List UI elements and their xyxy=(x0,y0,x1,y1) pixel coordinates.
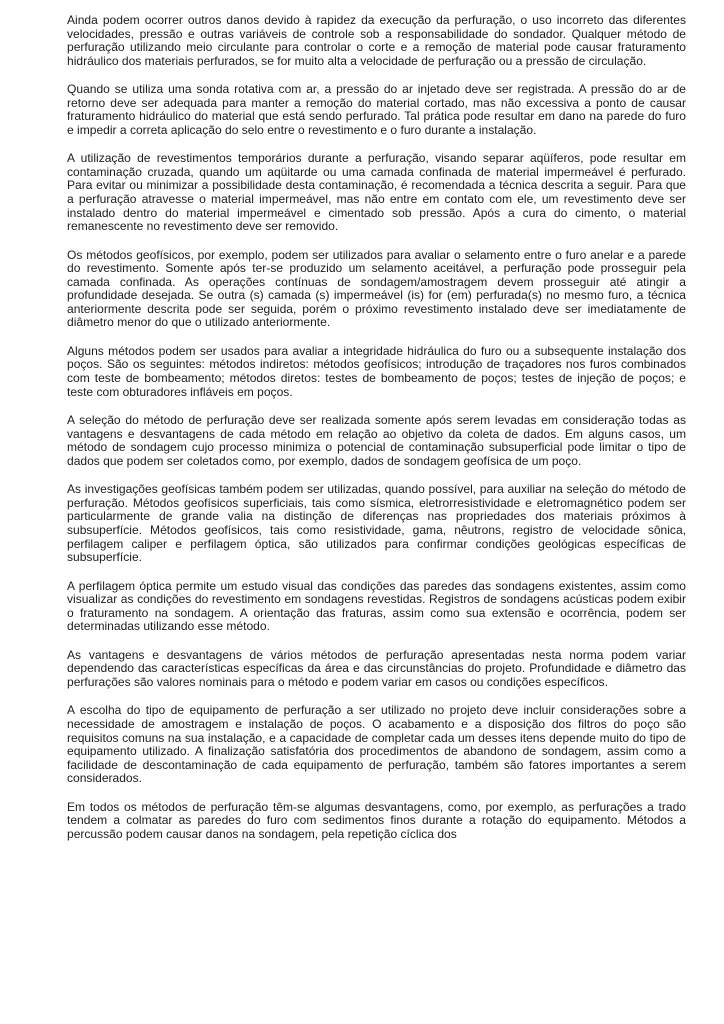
paragraph-11: Em todos os métodos de perfuração têm-se algumas desvantagens, como, por exemplo, as perfurações a trado tendem a colmatar as paredes do furo com sedimentos finos durante a rotação do equipamento. Métodos a percussão podem causar danos na sondagem, pela repetição cíclica dos xyxy=(67,799,686,841)
paragraph-2: Quando se utiliza uma sonda rotativa com ar, a pressão do ar injetado deve ser registrada. A pressão do ar de retorno deve ser adequada para manter a remoção do material cortado, mas não excessiva a ponto de causar fraturamento hidráulico do material que está sendo perfurado. Tal prática pode resultar em dano na parede do furo e impedir a correta aplicação do selo entre o revestimento e o furo durante a instalação. xyxy=(67,82,686,137)
paragraph-7: As investigações geofísicas também podem ser utilizadas, quando possível, para auxiliar na seleção do método de perfuração. Métodos geofísicos superficiais, tais como sísmica, eletrorresistividade e eletromagnético podem ser particularmente de grande valia na distinção de diferenças nas propriedades dos materiais próximos à subsuperfície. Métodos geofísicos, tais como resistividade, gama, nêutrons, registro de velocidade sônica, perfilagem caliper e perfilagem óptica, são utilizados para confirmar condições geológicas específicas de subsuperfície. xyxy=(67,482,686,565)
paragraph-3: A utilização de revestimentos temporários durante a perfuração, visando separar aqüíferos, pode resultar em contaminação cruzada, quando um aqüitarde ou uma camada confinada de material impermeável é perfurado. Para evitar ou minimizar a possibilidade desta contaminação, é recomendada a técnica descrita a seguir. Para que a perfuração atravesse o material impermeável, mas não entre em contato com ele, um revestimento deve ser instalado dentro do material impermeável e cimentado sob pressão. Após a cura do cimento, o material remanescente no revestimento deve ser removido. xyxy=(67,151,686,234)
paragraph-8: A perfilagem óptica permite um estudo visual das condições das paredes das sondagens existentes, assim como visualizar as condições do revestimento em sondagens revestidas. Registros de sondagens acústicas podem exibir o fraturamento na sondagem. A orientação das fraturas, assim como sua extensão e ocorrência, podem ser determinadas utilizando esse método. xyxy=(67,578,686,634)
paragraph-4: Os métodos geofísicos, por exemplo, podem ser utilizados para avaliar o selamento entre o furo anelar e a parede do revestimento. Somente após ter-se produzido um selamento aceitável, a perfuração pode prosseguir pela camada confinada. As operações contínuas de sondagem/amostragem devem prosseguir até atingir a profundidade desejada. Se outra (s) camada (s) impermeável (is) for (em) perfurada(s) no mesmo furo, a técnica anteriormente descrita pode ser seguida, porém o próximo revestimento instalado deve ser imediatamente de diâmetro menor do que o utilizado anteriormente. xyxy=(67,247,686,330)
paragraph-1: Ainda podem ocorrer outros danos devido à rapidez da execução da perfuração, o uso incorreto das diferentes velocidades, pressão e outras variáveis de controle sob a responsabilidade do sondador. Qualquer método de perfuração utilizando meio circulante para controlar o corte e a remoção de material pode causar fraturamento hidráulico dos materiais perfurados, se for muito alta a velocidade de perfuração ou a pressão de circulação. xyxy=(67,13,686,68)
paragraph-5: Alguns métodos podem ser usados para avaliar a integridade hidráulica do furo ou a subsequente instalação dos poços. São os seguintes: métodos indiretos: métodos geofísicos; introdução de traçadores nos furos combinados com teste de bombeamento; métodos diretos: testes de bombeamento de poços; testes de injeção de poços; e teste com obturadores infláveis em poços. xyxy=(67,343,686,399)
paragraph-9: As vantagens e desvantagens de vários métodos de perfuração apresentadas nesta norma podem variar dependendo das características específicas da área e das circunstâncias do projeto. Profundidade e diâmetro das perfurações são valores nominais para o método e podem variar em casos ou condições específicos. xyxy=(67,647,686,689)
paragraph-10: A escolha do tipo de equipamento de perfuração a ser utilizado no projeto deve incluir considerações sobre a necessidade de amostragem e instalação de poços. O acabamento e a disposição dos filtros do poço são requisitos comuns na sua instalação, e a capacidade de completar cada um desses itens depende muito do tipo de equipamento utilizado. A finalização satisfatória dos procedimentos de abandono de sondagem, assim como a facilidade de descontaminação de cada equipamento de perfuração, também são fatores importantes a serem considerados. xyxy=(67,703,686,786)
paragraph-6: A seleção do método de perfuração deve ser realizada somente após serem levadas em consideração todas as vantagens e desvantagens de cada método em relação ao objetivo da coleta de dados. Em alguns casos, um método de sondagem cujo processo minimiza o potencial de contaminação subsuperficial pode limitar o tipo de dados que podem ser coletados como, por exemplo, dados de sondagem geofísica de um poço. xyxy=(67,413,686,468)
